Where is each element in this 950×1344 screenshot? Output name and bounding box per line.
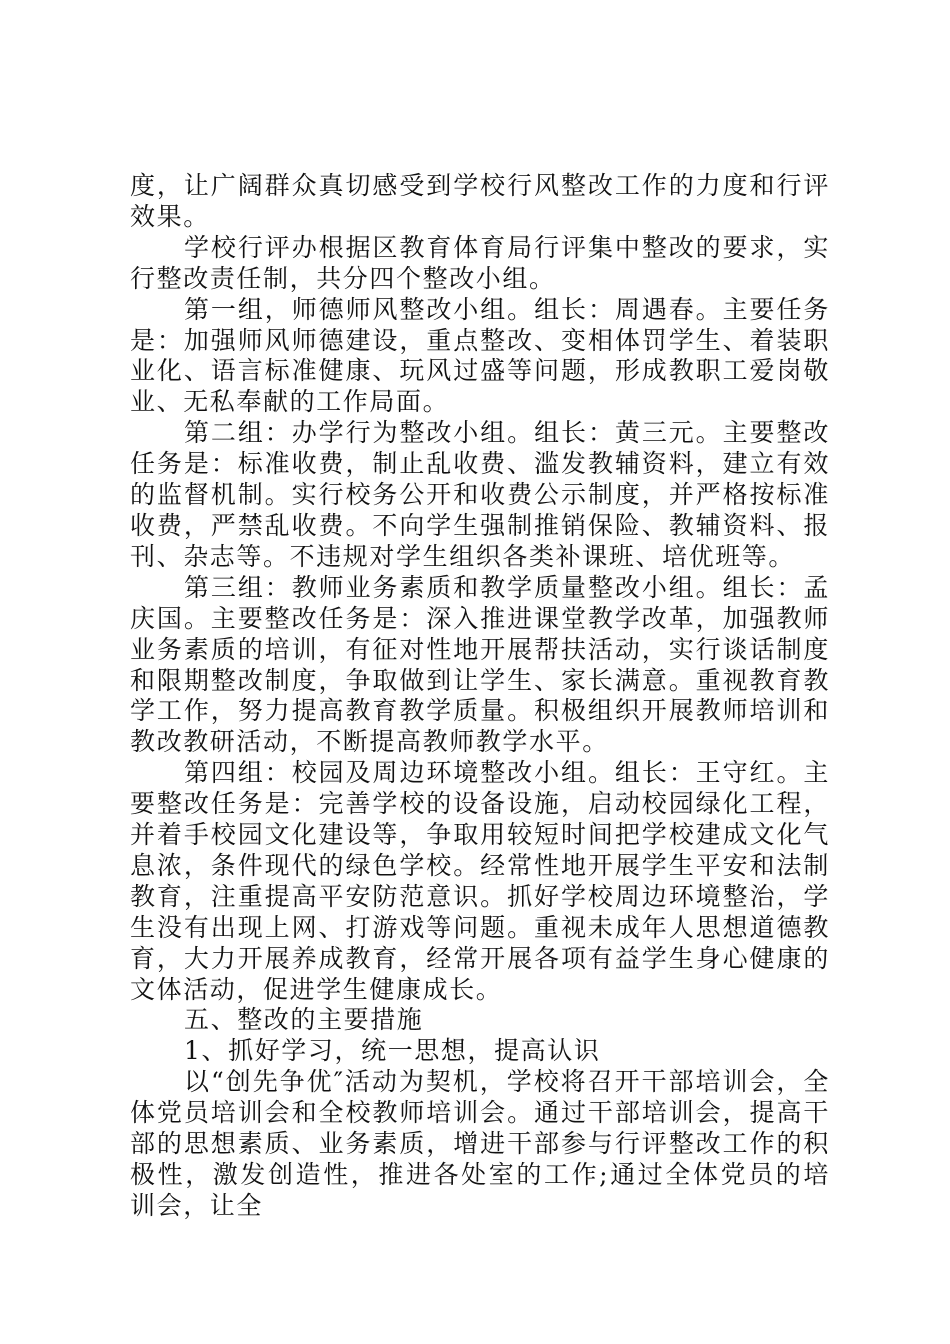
paragraph-group-two: 第二组：办学行为整改小组。组长：黄三元。主要整改任务是：标准收费，制止乱收费、滥发教辅资料，建立有效的监督机制。实行校务公开和收费公示制度，并严格按标准收费，严禁乱收费。不向学生强制推销保险、教辅资料、报刊、杂志等。不违规对学生组织各类补课班、培优班等。 [130, 418, 830, 571]
subheading-study: 1、抓好学习，统一思想，提高认识 [184, 1036, 601, 1066]
paragraph-group-one: 第一组，师德师风整改小组。组长：周遇春。主要任务是：加强师风师德建设，重点整改、变相体罚学生、着装职业化、语言标准健康、玩风过盛等问题，形成教职工爱岗敬业、无私奉献的工作局面。 [130, 294, 830, 417]
paragraph-group-four: 第四组：校园及周边环境整改小组。组长：王守红。主要整改任务是：完善学校的设备设施，启动校园绿化工程，并着手校园文化建设等，争取用较短时间把学校建成文化气息浓，条件现代的绿色学校。经常性地开展学生平安和法制教育，注重提高平安防范意识。抓好学校周边环境整治，学生没有出现上网、打游戏等问题。重视未成年人思想道德教育，大力开展养成教育，经常开展各项有益学生身心健康的文体活动，促进学生健康成长。 [130, 758, 830, 1004]
paragraph-continuation: 度，让广阔群众真切感受到学校行风整改工作的力度和行评效果。 [130, 171, 830, 231]
section-heading-measures: 五、整改的主要措施 [184, 1005, 424, 1035]
paragraph-training: 以“创先争优″活动为契机，学校将召开干部培训会，全体党员培训会和全校教师培训会。通过干部培训会，提高干部的思想素质、业务素质，增进干部参与行评整改工作的积极性，激发创造性，推进各处室的工作;通过全体党员的培训会，让全 [130, 1067, 830, 1220]
paragraph-rectification-groups-intro: 学校行评办根据区教育体育局行评集中整改的要求，实行整改责任制，共分四个整改小组。 [130, 232, 830, 293]
paragraph-group-three: 第三组：教师业务素质和教学质量整改小组。组长：孟庆国。主要整改任务是：深入推进课堂教学改革，加强教师业务素质的培训，有征对性地开展帮扶活动，实行谈话制度和限期整改制度，争取做到让学生、家长满意。重视教育教学工作，努力提高教育教学质量。积极组织开展教师培训和教改教研活动，不断提高教师教学水平。 [130, 572, 830, 757]
document-body [130, 171, 830, 1222]
